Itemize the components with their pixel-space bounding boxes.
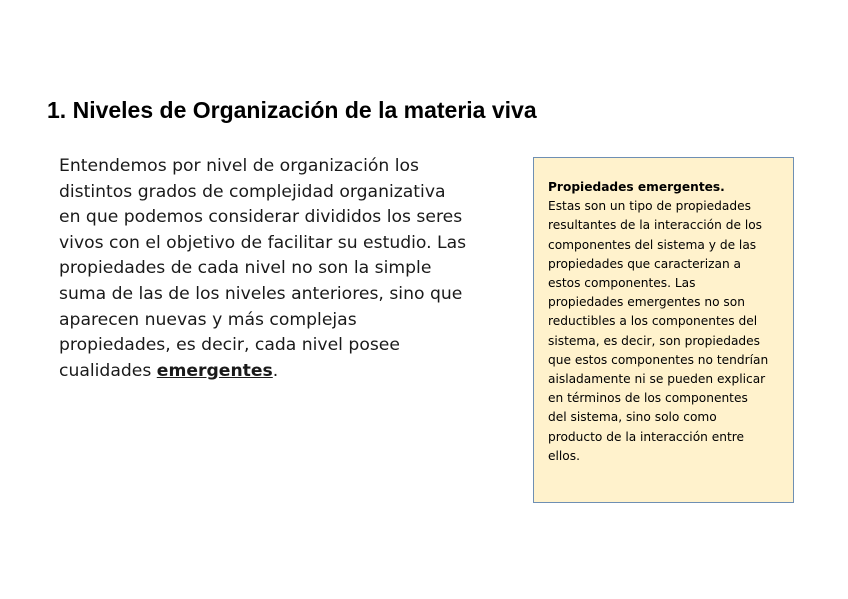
callout-heading: Propiedades emergentes.: [548, 180, 725, 194]
title-number: 1.: [47, 97, 67, 123]
slide-title: [47, 97, 537, 124]
emphasized-term-emergentes: emergentes: [156, 360, 273, 381]
main-paragraph-end: .: [272, 360, 279, 381]
callout-body: Estas son un tipo de propiedades resultantes de la interacción de los componentes del sistema y de las propiedades que caracterizan a estos componentes. Las propiedades emergentes no son reductibles a los componentes del sistema, es decir, son propiedades que estos componentes no tendrían aisladamente ni se pueden explicar en términos de los componentes del sistema, sino solo como producto de la interacción entre ellos.: [548, 199, 769, 463]
title-text: Niveles de Organización de la materia viva: [72, 97, 537, 123]
emergent-properties-callout: [533, 157, 794, 503]
main-paragraph: [59, 154, 469, 384]
main-paragraph-text: Entendemos por nivel de organización los distintos grados de complejidad organizativa en que podemos considerar divididos los seres vivos con el objetivo de facilitar su estudio. Las propiedades de cada nivel no son la simple suma de las de los niveles anteriores, sino que aparecen nuevas y más complejas propiedades, es decir, cada nivel posee cualidades: [59, 156, 467, 381]
